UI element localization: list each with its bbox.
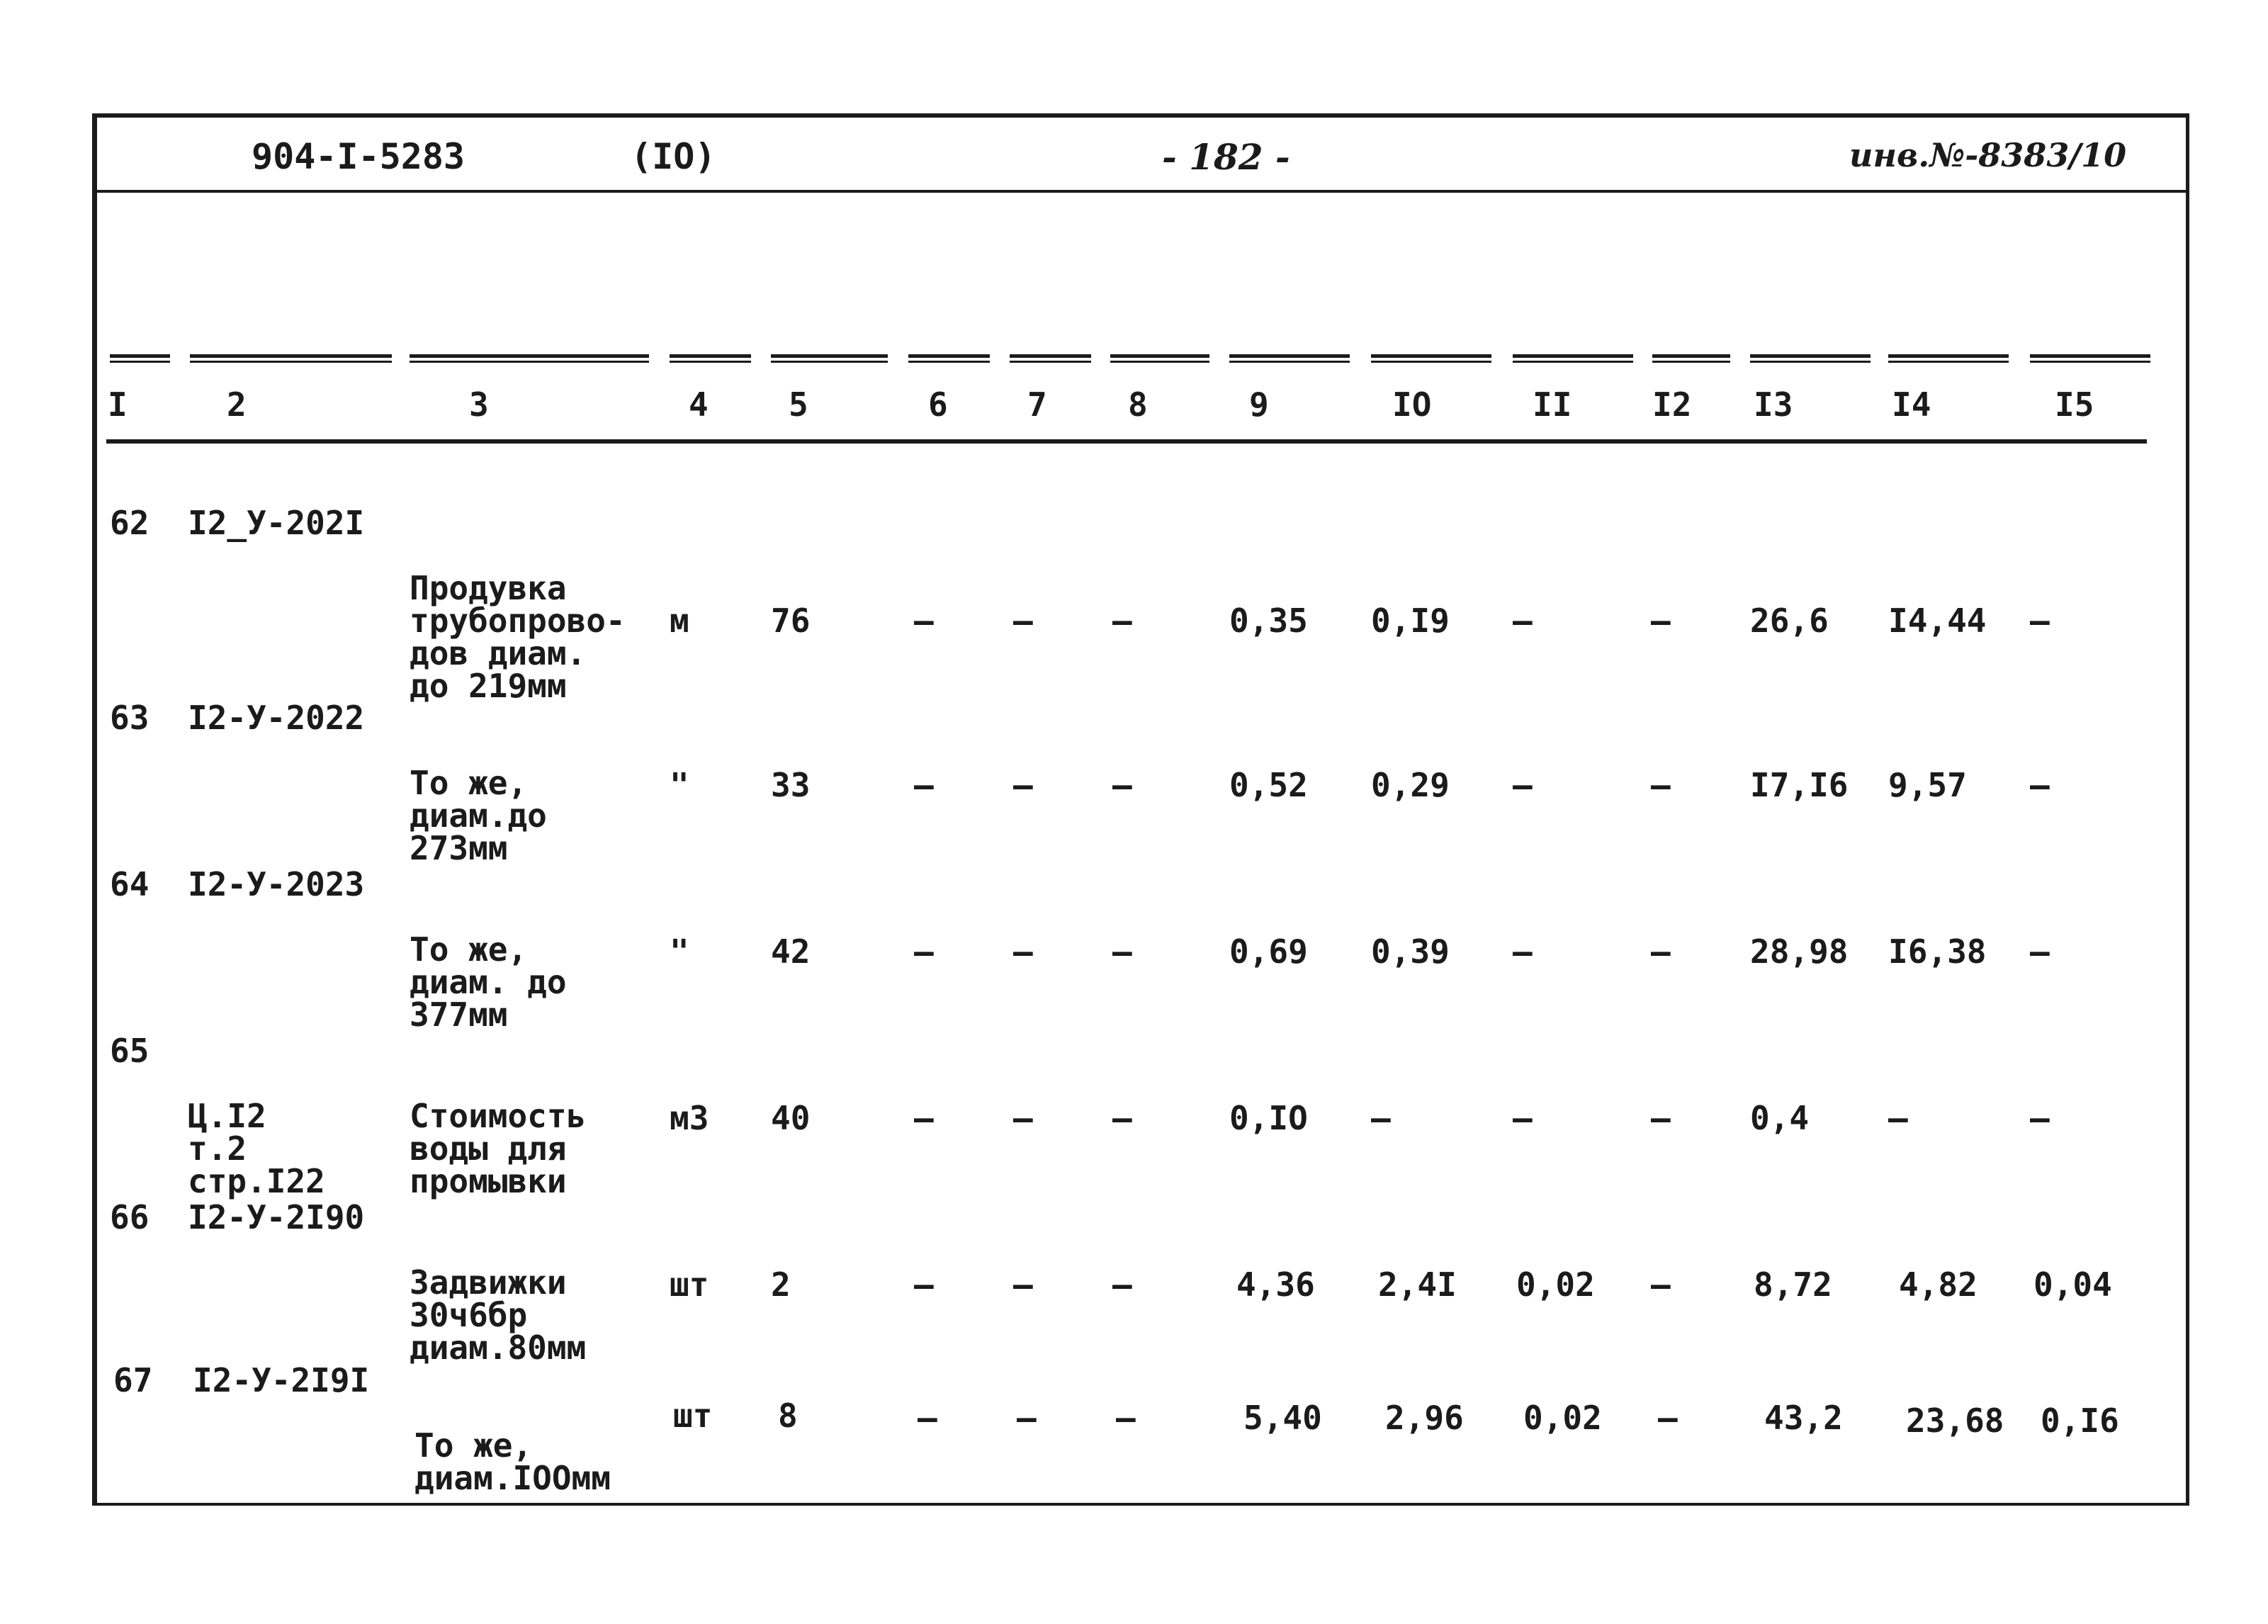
column-number: I4	[1892, 385, 1931, 424]
cell-col12: –	[1651, 932, 1671, 971]
cell-col9: 0,IO	[1229, 1099, 1308, 1137]
cell-col10: 2,4I	[1378, 1265, 1457, 1304]
cell-col15: –	[2030, 932, 2050, 971]
cell-col12: –	[1651, 1099, 1671, 1137]
inventory-number: инв.№-8383/10	[1849, 136, 2127, 174]
cell-col12: –	[1651, 1265, 1671, 1304]
cell-col13: I7,I6	[1750, 766, 1849, 804]
work-code: I2-У-2022	[188, 699, 365, 737]
cell-col11: –	[1513, 766, 1533, 804]
cell-col8: –	[1112, 932, 1132, 971]
work-description: То же, диам. до 377мм	[410, 930, 567, 1034]
unit: шт	[673, 1397, 713, 1435]
cell-col10: 0,39	[1371, 932, 1450, 971]
cell-col15: 0,I6	[2041, 1402, 2119, 1440]
cell-col14: I4,44	[1888, 602, 1987, 640]
work-description: То же, диам.до 273мм	[410, 764, 547, 867]
cell-col7: –	[1017, 1399, 1037, 1437]
cell-col8: –	[1112, 1099, 1132, 1137]
quantity: 40	[771, 1099, 811, 1137]
cell-col7: –	[1013, 932, 1033, 971]
column-number: 3	[469, 385, 489, 424]
page-frame	[92, 113, 2189, 1506]
cell-col14: 23,68	[1906, 1402, 2004, 1440]
column-number: I3	[1754, 385, 1793, 424]
cell-col13: 43,2	[1764, 1399, 1843, 1437]
unit: "	[670, 766, 689, 804]
row-number: 64	[110, 865, 149, 903]
column-number-rule	[106, 439, 2147, 444]
column-number: IO	[1392, 385, 1432, 424]
cell-col15: –	[2030, 1099, 2050, 1137]
cell-col10: –	[1371, 1099, 1391, 1137]
column-number: I2	[1652, 385, 1692, 424]
row-number: 62	[110, 504, 149, 542]
document-number: 904-I-5283	[252, 136, 466, 177]
column-number: 5	[789, 385, 808, 424]
row-number: 65	[110, 1032, 149, 1070]
column-number: 2	[227, 385, 247, 424]
cell-col10: 0,I9	[1371, 602, 1450, 640]
cell-col6: –	[914, 766, 934, 804]
work-description: То же, диам.IOOмм	[414, 1426, 611, 1497]
column-number: 6	[928, 385, 948, 424]
cell-col6: –	[914, 932, 934, 971]
cell-col11: 0,02	[1523, 1399, 1602, 1437]
column-number: 7	[1027, 385, 1047, 424]
cell-col13: 8,72	[1754, 1265, 1832, 1304]
cell-col8: –	[1112, 1265, 1132, 1304]
unit: м	[670, 602, 689, 640]
cell-col9: 0,69	[1229, 932, 1308, 971]
cell-col7: –	[1013, 602, 1033, 640]
cell-col14: I6,38	[1888, 932, 1987, 971]
document-part: (IO)	[631, 136, 716, 177]
cell-col9: 0,35	[1229, 602, 1308, 640]
cell-col11: –	[1513, 932, 1533, 971]
cell-col12: –	[1651, 766, 1671, 804]
work-description: Стоимость воды для промывки	[410, 1097, 587, 1200]
cell-col7: –	[1013, 1099, 1033, 1137]
cell-col11: –	[1513, 602, 1533, 640]
work-description: Продувка трубопрово- дов диам. до 219мм	[410, 569, 626, 705]
cell-col14: 9,57	[1888, 766, 1967, 804]
quantity: 42	[771, 932, 811, 971]
work-description: Задвижки 30ч6бр диам.80мм	[410, 1263, 587, 1367]
cell-col10: 2,96	[1385, 1399, 1464, 1437]
cell-col12: –	[1651, 602, 1671, 640]
cell-col13: 0,4	[1750, 1099, 1810, 1137]
quantity: 33	[771, 766, 811, 804]
cell-col14: 4,82	[1899, 1265, 1978, 1304]
column-number: I	[108, 385, 128, 424]
cell-col11: –	[1513, 1099, 1533, 1137]
cell-col7: –	[1013, 766, 1033, 804]
quantity: 8	[778, 1397, 798, 1435]
cell-col7: –	[1013, 1265, 1033, 1304]
row-number: 63	[110, 699, 149, 737]
cell-col14: –	[1888, 1099, 1908, 1137]
cell-col6: –	[914, 1099, 934, 1137]
work-code: I2_У-202I	[188, 504, 365, 542]
cell-col6: –	[914, 602, 934, 640]
row-number: 66	[110, 1198, 149, 1236]
cell-col8: –	[1116, 1399, 1136, 1437]
cell-col13: 26,6	[1750, 602, 1829, 640]
unit: шт	[670, 1265, 709, 1304]
unit: м3	[670, 1099, 709, 1137]
row-number: 67	[113, 1361, 153, 1399]
cell-col13: 28,98	[1750, 932, 1849, 971]
cell-col15: –	[2030, 766, 2050, 804]
work-code: I2-У-2I90	[188, 1198, 365, 1236]
cell-col6: –	[914, 1265, 934, 1304]
quantity: 2	[771, 1265, 791, 1304]
cell-col10: 0,29	[1371, 766, 1450, 804]
cell-col8: –	[1112, 766, 1132, 804]
column-number: 4	[689, 385, 709, 424]
cell-col11: 0,02	[1516, 1265, 1595, 1304]
work-code: Ц.I2 т.2 стр.I22	[188, 1097, 325, 1200]
work-code: I2-У-2I9I	[193, 1361, 370, 1399]
cell-col8: –	[1112, 602, 1132, 640]
cell-col9: 4,36	[1236, 1265, 1315, 1304]
header-separator	[96, 190, 2186, 193]
cell-col9: 0,52	[1229, 766, 1308, 804]
cell-col15: –	[2030, 602, 2050, 640]
column-number: 8	[1128, 385, 1148, 424]
cell-col6: –	[918, 1399, 937, 1437]
page-number: - 182 -	[1162, 136, 1290, 178]
cell-col9: 5,40	[1243, 1399, 1322, 1437]
quantity: 76	[771, 602, 811, 640]
column-number: II	[1533, 385, 1572, 424]
work-code: I2-У-2023	[188, 865, 365, 903]
unit: "	[670, 932, 689, 971]
column-number: I5	[2055, 385, 2094, 424]
cell-col12: –	[1658, 1399, 1678, 1437]
cell-col15: 0,04	[2033, 1265, 2112, 1304]
column-number: 9	[1249, 385, 1269, 424]
